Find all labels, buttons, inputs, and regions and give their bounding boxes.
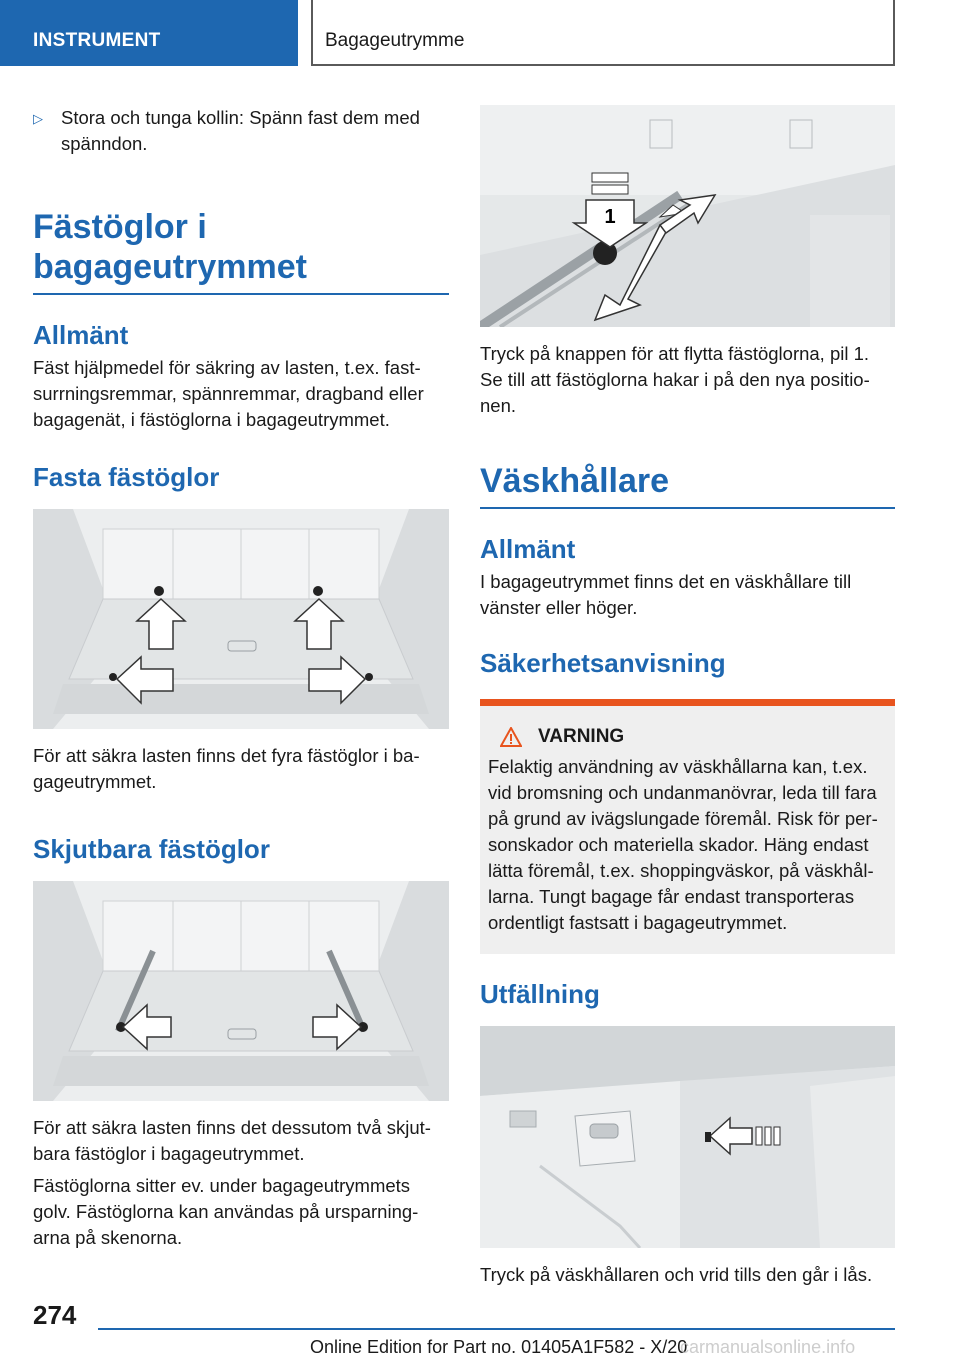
- bullet-item: [33, 105, 449, 157]
- heading-utfallning: Utfällning: [480, 979, 600, 1009]
- heading-fasta-fastoglor: Fasta fästöglor: [33, 462, 220, 492]
- warning-triangle-icon: [500, 727, 522, 747]
- fasta-caption: För att säkra lasten finns det fyra fästöglor i bagageutrymmet.: [33, 745, 420, 792]
- right-column: [480, 100, 895, 1288]
- skjut-caption-2: Fästöglorna sitter ev. under bagageutrymmets golv. Fästöglorna kan användas på ursparningarna på skenorna.: [33, 1175, 419, 1248]
- header-section-label: INSTRUMENT: [33, 30, 161, 51]
- allmant-paragraph: Fäst hjälpmedel för säkring av lasten, t.ex. fastsurrningsremmar, spännremmar, dragband eller bagagenät, i fästöglorna i bagageutrymmet.: [33, 357, 424, 430]
- warning-header: [500, 726, 887, 748]
- image-bag-hook: [480, 1026, 895, 1248]
- warning-bar: [480, 699, 895, 706]
- triangle-bullet-icon: ▷: [33, 111, 43, 126]
- vaskhallare-allmant-paragraph: I bagageutrymmet finns det en väskhållare till vänster eller höger.: [480, 571, 852, 618]
- footer-edition: Online Edition for Part no. 01405A1F582 - X/20: [310, 1337, 688, 1357]
- image-fixed-lashing-eyes: [33, 509, 449, 729]
- watermark: carmanualsonline.info: [680, 1337, 856, 1357]
- callout-number-1: 1: [604, 206, 616, 228]
- heading-sakerhetsanvisning: Säkerhetsanvisning: [480, 648, 726, 678]
- warning-title: VARNING: [538, 726, 625, 747]
- utfallning-caption: Tryck på väskhållaren och vrid tills den går i lås.: [480, 1264, 873, 1285]
- footer-rule: [98, 1328, 895, 1330]
- bullet-text: Stora och tunga kollin: Spänn fast dem med spänndon.: [61, 107, 420, 154]
- page-number: 274: [33, 1300, 77, 1330]
- warning-text: Felaktig användning av väskhållarna kan, t.ex. vid bromsning och undanmanövrar, leda till fara på grund av ivägslungade föremål. Risk för personskador och materiella skador. Häng endast lätta föremål, t.ex. shoppingväskor, på väskhållarna. Tungt bagage får endast transporteras ordentligt fastsatt i bagageutrymmet.: [488, 756, 878, 933]
- warning-box: [480, 699, 895, 954]
- heading-allmant: Allmänt: [33, 320, 129, 350]
- left-column: [33, 100, 449, 1251]
- heading-skjutbara-fastoglor: Skjutbara fästöglor: [33, 834, 270, 864]
- header-topic-box: [311, 0, 895, 66]
- image-sliding-lashing-eyes: [33, 881, 449, 1101]
- warning-body: [480, 706, 895, 954]
- heading-vaskhallare: Väskhållare: [480, 461, 895, 509]
- header-topic-label: Bagageutrymme: [325, 30, 465, 51]
- header-section-tab: [0, 0, 298, 66]
- heading-allmant-right: Allmänt: [480, 534, 576, 564]
- image-sliding-button: [480, 105, 895, 327]
- heading-fastoglor: Fästöglor i bagageutrymmet: [33, 207, 449, 295]
- skjut-caption-1: För att säkra lasten finns det dessutom två skjutbara fästöglor i bagageutrymmet.: [33, 1117, 431, 1164]
- img1-caption: Tryck på knappen för att flytta fästöglorna, pil 1. Se till att fästöglorna hakar i på den nya positionen.: [480, 343, 870, 416]
